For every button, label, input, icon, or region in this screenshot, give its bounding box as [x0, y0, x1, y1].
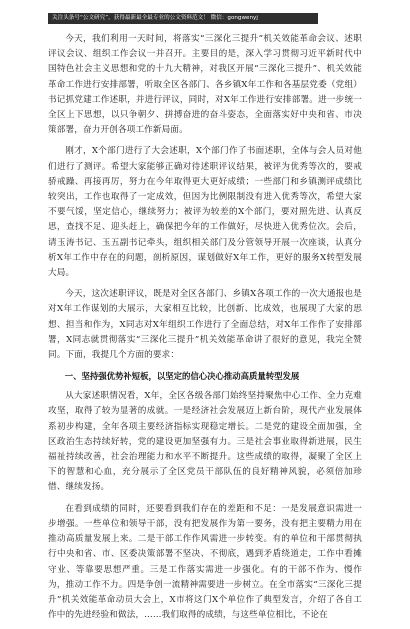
paragraph: 在看到成绩的同时，还要看到我们存在的差距和不足：一是发展意识需进一步增强。一些单位和领导干部，没有把发展作为第一要务，没有把主要精力用在推动高质量发展上来。二是干部工作作风需进一步转变。有的单位和干部贯彻执行中央和省、市、区委决策部署不坚决、不彻底，遇到矛盾绕道走，工作中看摊守业、等靠要思想严重。三是工作落实需进一步强化。有的干部不作为、慢作为，推动工作不力。四是争创一流精神需要进一步树立。在全市落实“三深化三提升”机关效能革命动员大会上，X市将这门X个单位作了典型发言，介绍了各自工作中的先进经验和做法，……我们取得的成绩，与这些单位相比，不论在: [48, 503, 362, 621]
paragraph: 今天，这次述职评议，既是对全区各部门、乡镇X各项工作的一次大通报也是对X年工作谋划的大展示，大家相互比较，比创新、比成效，也展现了大家的思想、担当和作为，X同志对X年组织工作进行了全面总结，对X年工作作了安排部署，X同志就贯彻落实“三深化三提升”机关效能革命讲了很好的意见，我完全赞同。下面，我提几个方面的要求：: [48, 289, 362, 361]
paragraph: 今天，我们利用一天时间，将落实“三深化三提升”机关效能革命会议、述职评议会议、组织工作会议一并召开。主要目的是，深入学习贯彻习近平新时代中国特色社会主义思想和党的十九大精神，对我区开展“三深化三提升”、机关效能革命工作进行安排部署，听取全区各部门、各乡镇X年工作和各基层党委（党组）书记抓党建工作述职，并进行评议，同时，对X年工作进行安排部署。进一步统一全区上下思想，以只争朝夕、拼搏奋进的奋斗姿态，全面落实好中央和省、市决策部署，奋力开创各项工作新局面。: [48, 34, 362, 136]
section-heading: 一、坚持强优势补短板，以坚定的信心决心推动高质量转型发展: [64, 371, 300, 382]
header-banner: 关注头条号“公文研究”，获得最新最全最专业的公文资料范文！ 微信：gongwenyj: [48, 13, 318, 24]
paragraph: 刚才，X个部门进行了大会述职，X个部门作了书面述职，全体与会人员对他们进行了测评。希望大家能够正确对待述职评议结果，被评为优秀等次的，要戒骄戒躁、再接再厉，努力在今年取得更大更好成绩；一些部门和乡镇测评成绩比较突出，工作也取得了一定成效，但因为比例限制没有进入优秀等次，希望大家不要气馁，坚定信心，继续努力；被评为较差的X个部门，要对照先进、认真反思，查找不足、迎头赶上，确保把今年的工作做好，尽快进入优秀位次。会后，请玉涛书记、玉五副书记牵头，组织相关部门及分管领导开展一次座谈，认真分析X年工作中存在的问题，剖析原因，谋划做好X年工作，更好的服务X转型发展大局。: [48, 146, 362, 279]
document-body: [48, 32, 362, 629]
paragraph: 从大家述职情况看，X年，全区各级各部门始终坚持聚焦中心工作、全力克难攻坚，取得了较为显著的成就。一是经济社会发展迈上新台阶，现代产业发展体系初步构建，全年各项主要经济指标实现稳定增长。二是党的建设全面加强，全区政治生态持续好转，党的建设更加坚强有力。三是社会事业取得新进展，民生福祉持续改善，社会治理能力和水平不断提升。这些成绩的取得，凝聚了全区上下的智慧和心血，充分展示了全区党员干部队伍的良好精神风貌，必须倍加珍惜、继续发扬。: [48, 391, 362, 493]
